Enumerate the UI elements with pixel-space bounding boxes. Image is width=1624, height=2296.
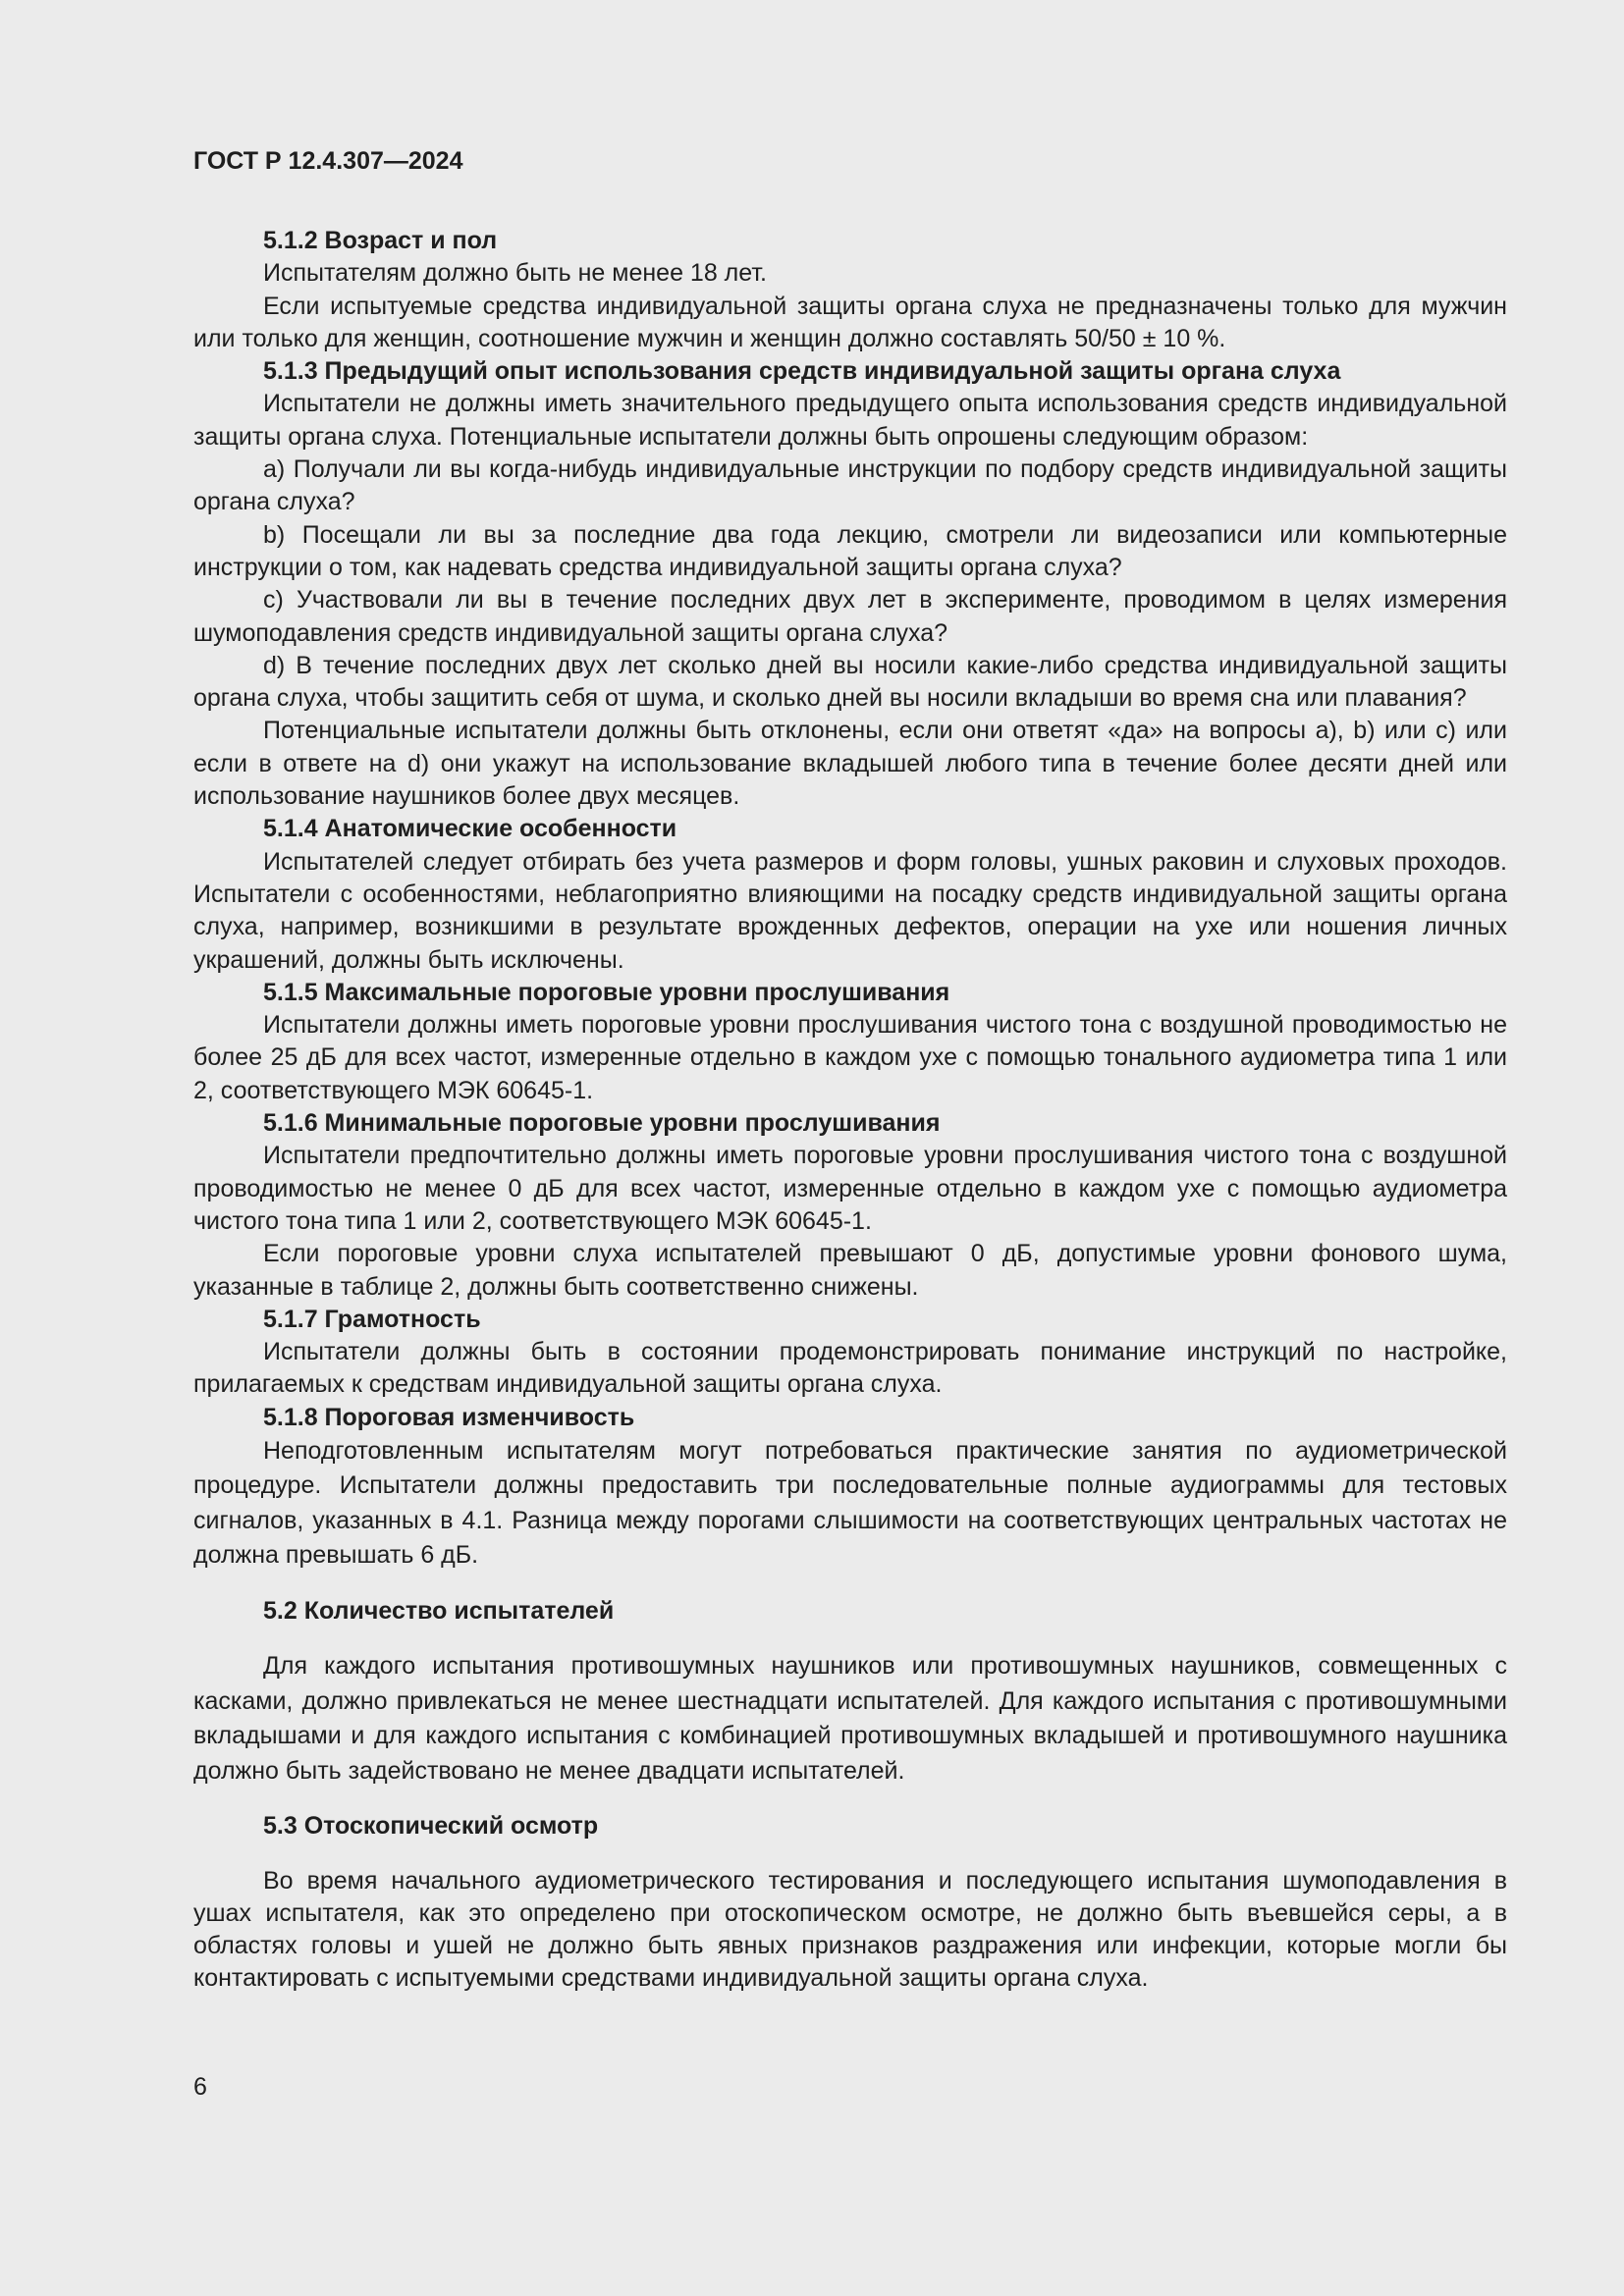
- section-5-1-7-paragraph-1: Испытатели должны быть в состоянии продемонстрировать понимание инструкций по настройке, прилагаемых к средствам индивидуальной защиты органа слуха.: [193, 1338, 1507, 1399]
- section-5-1-8-paragraph-1: Неподготовленным испытателям могут потребоваться практические занятия по аудиометрической процедуре. Испытатели должны предоставить три последовательные полные аудиограммы для тестовых сигналов, указанных в 4.1. Разница между порогами слышимости на соответствующих центральных частотах не должна превышать 6 дБ.: [193, 1436, 1507, 1570]
- question-c: c) Участвовали ли вы в течение последних двух лет в эксперименте, проводимом в целях измерения шумоподавления средств индивидуальной защиты органа слуха?: [193, 586, 1507, 647]
- section-5-1-3-heading: 5.1.3 Предыдущий опыт использования средств индивидуальной защиты органа слуха: [263, 357, 1341, 386]
- document-body: [193, 225, 1507, 1996]
- section-5-1-3-paragraph-2: Потенциальные испытатели должны быть отклонены, если они ответят «да» на вопросы a), b) или c) или если в ответе на d) они укажут на использование вкладышей любого типа в течение более десяти дней или использование наушников более двух месяцев.: [193, 717, 1507, 811]
- question-d: d) В течение последних двух лет сколько дней вы носили какие-либо средства индивидуальной защиты органа слуха, чтобы защитить себя от шума, и сколько дней вы носили вкладыши во время сна или плавания?: [193, 651, 1507, 713]
- section-5-1-7-heading: 5.1.7 Грамотность: [263, 1305, 481, 1333]
- section-5-2-paragraph-1: Для каждого испытания противошумных наушников или противошумных наушников, совмещенных с касками, должно привлекаться не менее шестнадцати испытателей. Для каждого испытания с противошумными вкладышами и для каждого испытания с комбинацией противошумных вкладышей и противошумного наушника должно быть задействовано не менее двадцати испытателей.: [193, 1652, 1507, 1785]
- section-5-2-heading: 5.2 Количество испытателей: [263, 1596, 615, 1625]
- question-b: b) Посещали ли вы за последние два года лекцию, смотрели ли видеозаписи или компьютерные инструкции о том, как надевать средства индивидуальной защиты органа слуха?: [193, 520, 1507, 581]
- section-5-1-2-heading: 5.1.2 Возраст и пол: [263, 227, 498, 254]
- section-5-1-4-heading: 5.1.4 Анатомические особенности: [263, 815, 677, 843]
- section-5-3-heading: 5.3 Отоскопический осмотр: [263, 1812, 599, 1841]
- section-5-1-8-heading: 5.1.8 Пороговая изменчивость: [263, 1403, 635, 1431]
- section-5-1-6-paragraph-1: Испытатели предпочтительно должны иметь пороговые уровни прослушивания чистого тона с воздушной проводимостью не менее 0 дБ для всех частот, измеренные отдельно в каждом ухе с помощью аудиометра чистого тона типа 1 или 2, соответствующего МЭК 60645-1.: [193, 1142, 1507, 1235]
- section-5-1-4-paragraph-1: Испытателей следует отбирать без учета размеров и форм головы, ушных раковин и слуховых проходов. Испытатели с особенностями, неблагоприятно влияющими на посадку средств индивидуальной защиты органа слуха, например, возникшими в результате врожденных дефектов, операции на ухе или ношения личных украшений, должны быть исключены.: [193, 847, 1507, 974]
- document-code-header: ГОСТ Р 12.4.307—2024: [193, 147, 463, 175]
- section-5-1-5-heading: 5.1.5 Максимальные пороговые уровни прослушивания: [263, 978, 950, 1006]
- section-5-1-2-paragraph-2: Если испытуемые средства индивидуальной защиты органа слуха не предназначены только для мужчин или только для женщин, соотношение мужчин и женщин должно составлять 50/50 ± 10 %.: [193, 292, 1507, 352]
- section-5-1-6-heading: 5.1.6 Минимальные пороговые уровни прослушивания: [263, 1109, 941, 1138]
- question-a: a) Получали ли вы когда-нибудь индивидуальные инструкции по подбору средств индивидуальной защиты органа слуха?: [193, 455, 1507, 516]
- section-5-1-2-paragraph-1: Испытателям должно быть не менее 18 лет.: [263, 259, 767, 288]
- section-5-1-6-paragraph-2: Если пороговые уровни слуха испытателей превышают 0 дБ, допустимые уровни фонового шума, указанные в таблице 2, должны быть соответственно снижены.: [193, 1240, 1507, 1301]
- page-number: 6: [193, 2073, 207, 2101]
- section-5-3-paragraph-1: Во время начального аудиометрического тестирования и последующего испытания шумоподавления в ушах испытателя, как это определено при отоскопическом осмотре, не должно быть въевшейся серы, а в областях головы и ушей не должно быть явных признаков раздражения или инфекции, которые могли бы контактировать с испытуемыми средствами индивидуальной защиты органа слуха.: [193, 1866, 1507, 1993]
- section-5-1-5-paragraph-1: Испытатели должны иметь пороговые уровни прослушивания чистого тона с воздушной проводимостью не более 25 дБ для всех частот, измеренные отдельно в каждом ухе с помощью тонального аудиометра типа 1 или 2, соответствующего МЭК 60645-1.: [193, 1011, 1507, 1104]
- section-5-1-3-paragraph-1: Испытатели не должны иметь значительного предыдущего опыта использования средств индивидуальной защиты органа слуха. Потенциальные испытатели должны быть опрошены следующим образом:: [193, 390, 1507, 451]
